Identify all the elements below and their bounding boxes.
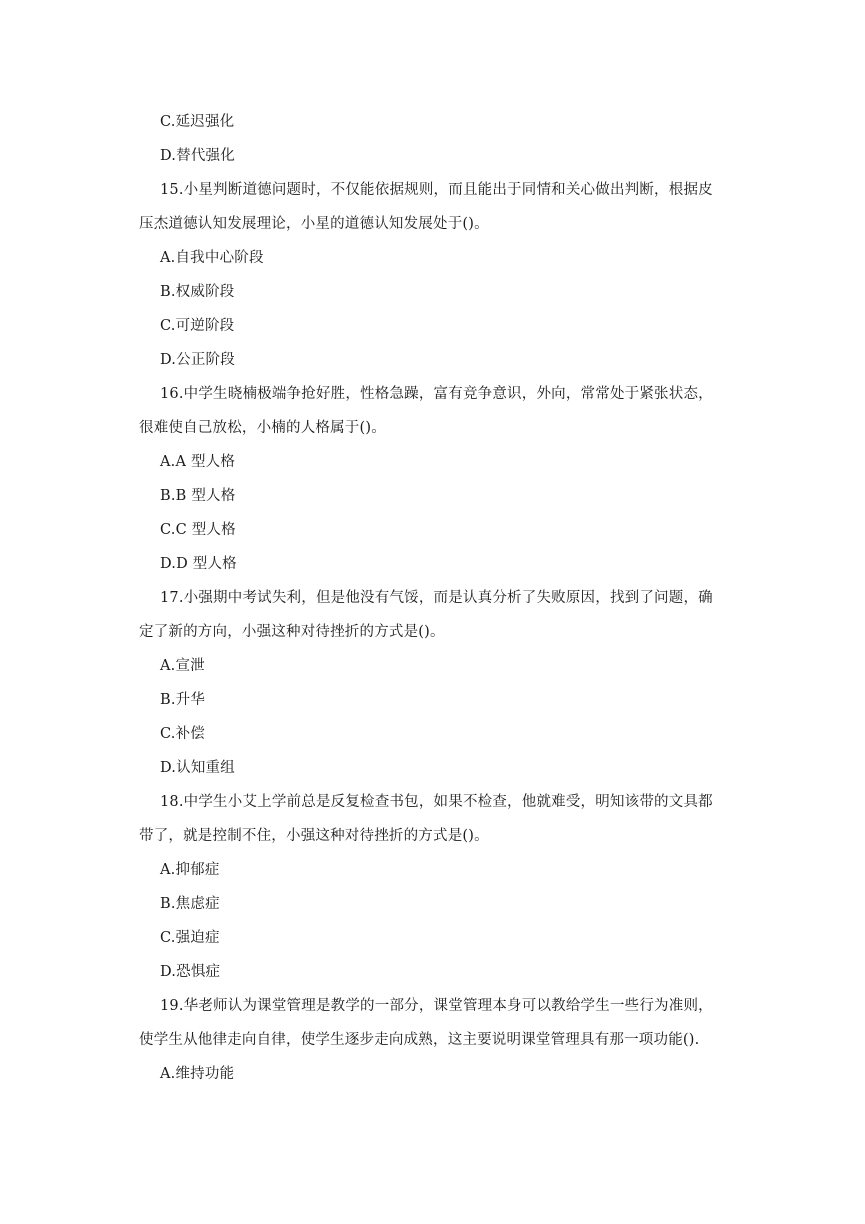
question-18-text: 18.中学生小艾上学前总是反复检查书包，如果不检查，他就难受，明知该带的文具都	[160, 794, 713, 810]
question-17-text: 17.小强期中考试失利，但是他没有气馁，而是认真分析了失败原因，找到了问题，确	[160, 590, 713, 606]
option-text: B.焦虑症	[160, 896, 220, 912]
question-17-text-cont: 定了新的方向，小强这种对待挫折的方式是()。	[139, 624, 445, 640]
option-text: D.恐惧症	[160, 964, 221, 980]
option-text: A.自我中心阶段	[160, 250, 264, 266]
question-19-text-cont: 使学生从他律走向自律，使学生逐步走向成熟，这主要说明课堂管理具有那一项功能().	[139, 1032, 700, 1048]
question-15-text: 15.小星判断道德问题时，不仅能依据规则，而且能出于同情和关心做出判断，根据皮	[160, 182, 713, 198]
option-text: D.公正阶段	[160, 352, 235, 368]
option-text: B.B 型人格	[160, 488, 236, 504]
option-text: A.抑郁症	[160, 862, 220, 878]
option-text: A.A 型人格	[160, 454, 236, 470]
question-18-text-cont: 带了，就是控制不住，小强这种对待挫折的方式是()。	[139, 828, 489, 844]
option-text: B.升华	[160, 692, 206, 708]
question-15-text-cont: 压杰道德认知发展理论，小星的道德认知发展处于()。	[139, 216, 489, 232]
question-16-text: 16.中学生晓楠极端争抢好胜，性格急躁，富有竞争意识，外向，常常处于紧张状态，	[160, 386, 713, 402]
option-text: C.可逆阶段	[160, 318, 235, 334]
option-text: A.宣泄	[160, 658, 205, 674]
option-text: D.D 型人格	[160, 556, 237, 572]
option-text: C.延迟强化	[160, 114, 235, 130]
option-text: C.C 型人格	[160, 522, 236, 538]
option-text: D.认知重组	[160, 760, 235, 776]
option-text: A.维持功能	[160, 1066, 235, 1082]
option-text: D.替代强化	[160, 148, 235, 164]
option-text: C.补偿	[160, 726, 205, 742]
question-16-text-cont: 很难使自己放松，小楠的人格属于()。	[139, 420, 386, 436]
question-19-text: 19.华老师认为课堂管理是教学的一部分，课堂管理本身可以教给学生一些行为准则，	[160, 998, 713, 1014]
option-text: B.权威阶段	[160, 284, 235, 300]
option-text: C.强迫症	[160, 930, 220, 946]
